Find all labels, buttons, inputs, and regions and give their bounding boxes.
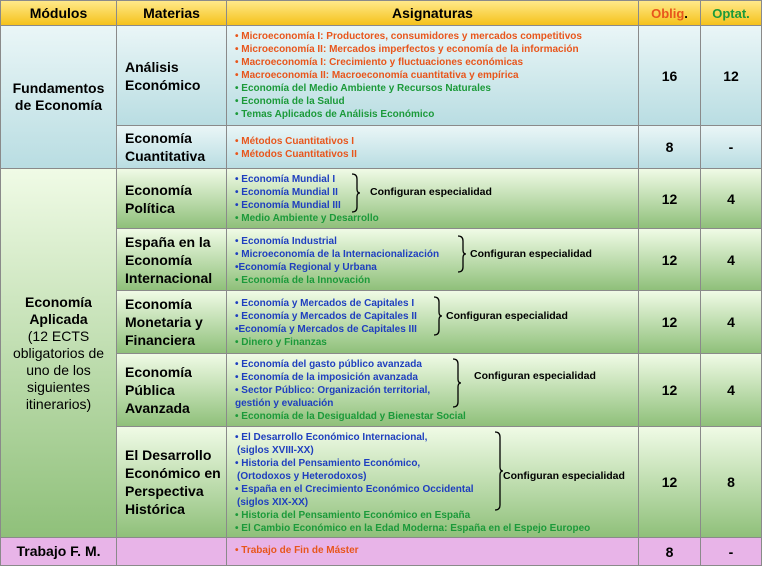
oblig-desarrollo: 12 [639,427,701,538]
header-oblig [639,0,701,26]
module-aplicada-title: Economía Aplicada [25,293,92,327]
module-tfm: Trabajo F. M. [0,538,117,566]
oblig-analisis: 16 [639,26,701,126]
oblig-publica: 12 [639,354,701,427]
optat-desarrollo: 8 [701,427,762,538]
asignaturas-analisis [227,26,639,126]
course-item: • Economía y Mercados de Capitales I [235,298,415,309]
optat-cuantitativa: - [701,126,762,169]
course-item: (Ortodoxos y Heterodoxos) [237,471,367,482]
course-item: • Métodos Cuantitativos I [235,136,355,147]
optat-tfm: - [701,538,762,566]
course-item: • Microeconomía I: Productores, consumidores y mercados competitivos [235,31,582,42]
specialty-label: Configuran especialidad [370,186,492,198]
module-fundamentos-label: Fundamentos de Economía [12,80,105,113]
course-item: • Trabajo de Fin de Máster [235,545,359,556]
specialty-label: Configuran especialidad [474,370,596,382]
optat-espana: 4 [701,229,762,291]
course-item: • Economía Industrial [235,236,337,247]
course-item: • Economía Mundial I [235,174,336,185]
header-asignaturas: Asignaturas [227,0,639,26]
asignaturas-monetaria [227,291,639,354]
brace-icon [457,235,467,273]
materia-monetaria: Economía Monetaria y Financiera [117,291,227,354]
optat-publica: 4 [701,354,762,427]
optat-analisis: 12 [701,26,762,126]
asignaturas-tfm [227,538,639,566]
module-fundamentos [0,26,117,169]
asignaturas-publica [227,354,639,427]
header-materias: Materias [117,0,227,26]
asignaturas-desarrollo [227,427,639,538]
materia-analisis: Análisis Económico [117,26,227,126]
oblig-monetaria: 12 [639,291,701,354]
course-item: • Historia del Pensamiento Económico en España [235,510,471,521]
course-item: • Dinero y Finanzas [235,337,327,348]
brace-icon [351,173,361,213]
module-aplicada [0,169,117,538]
materia-publica: Economía Pública Avanzada [117,354,227,427]
materia-tfm [117,538,227,566]
course-item: (siglos XVIII-XX) [237,445,314,456]
optat-politica: 4 [701,169,762,229]
course-item: • Economía de la Desigualdad y Bienestar Social [235,411,466,422]
course-item: • Economía del gasto público avanzada [235,359,422,370]
brace-icon [452,358,462,408]
course-item: (siglos XIX-XX) [237,497,309,508]
header-oblig-label: Oblig [651,5,685,21]
course-item: • Economía de la Salud [235,96,345,107]
header-modulos: Módulos [0,0,117,26]
materia-desarrollo: El Desarrollo Económico en Perspectiva Histórica [117,427,227,538]
header-oblig-dot: . [684,5,688,21]
course-item: • Microeconomía de la Internacionalización [235,249,440,260]
course-item: • Economía de la Innovación [235,275,371,286]
course-item: • Macroeconomía II: Macroeconomía cuantitativa y empírica [235,70,519,81]
brace-icon [433,296,443,336]
course-item: • Medio Ambiente y Desarrollo [235,213,379,224]
course-item: • Economía y Mercados de Capitales II [235,311,417,322]
specialty-label: Configuran especialidad [470,248,592,260]
course-item: • Macroeconomía I: Crecimiento y fluctuaciones económicas [235,57,524,68]
course-item: • Métodos Cuantitativos II [235,149,357,160]
course-item: • El Desarrollo Económico Internacional, [235,432,428,443]
course-item: • El Cambio Económico en la Edad Moderna: España en el Espejo Europeo [235,523,591,534]
oblig-politica: 12 [639,169,701,229]
course-item: •Economía y Mercados de Capitales III [235,324,417,335]
header-optat: Optat. [701,0,762,26]
materia-espana: España en la Economía Internacional [117,229,227,291]
course-item: • Economía de la imposición avanzada [235,372,418,383]
module-aplicada-desc: (12 ECTS obligatorios de uno de los siguientes itinerarios) [12,327,105,412]
asignaturas-espana [227,229,639,291]
optat-monetaria: 4 [701,291,762,354]
asignaturas-politica [227,169,639,229]
course-item: • Economía del Medio Ambiente y Recursos Naturales [235,83,491,94]
materia-politica: Economía Política [117,169,227,229]
course-item: • Economía Mundial II [235,187,338,198]
course-item: • Sector Público: Organización territorial, [235,385,431,396]
materia-cuantitativa: Economía Cuantitativa [117,126,227,169]
course-item: • Microeconomía II: Mercados imperfectos y economía de la información [235,44,579,55]
specialty-label: Configuran especialidad [446,310,568,322]
oblig-espana: 12 [639,229,701,291]
course-item: • Economía Mundial III [235,200,341,211]
oblig-cuantitativa: 8 [639,126,701,169]
course-item: • Historia del Pensamiento Económico, [235,458,421,469]
oblig-tfm: 8 [639,538,701,566]
course-item: • Temas Aplicados de Análisis Económico [235,109,435,120]
course-item: • España en el Crecimiento Económico Occidental [235,484,474,495]
asignaturas-cuantitativa [227,126,639,169]
specialty-label: Configuran especialidad [503,470,625,482]
course-item: gestión y evaluación [235,398,334,409]
course-item: •Economía Regional y Urbana [235,262,377,273]
